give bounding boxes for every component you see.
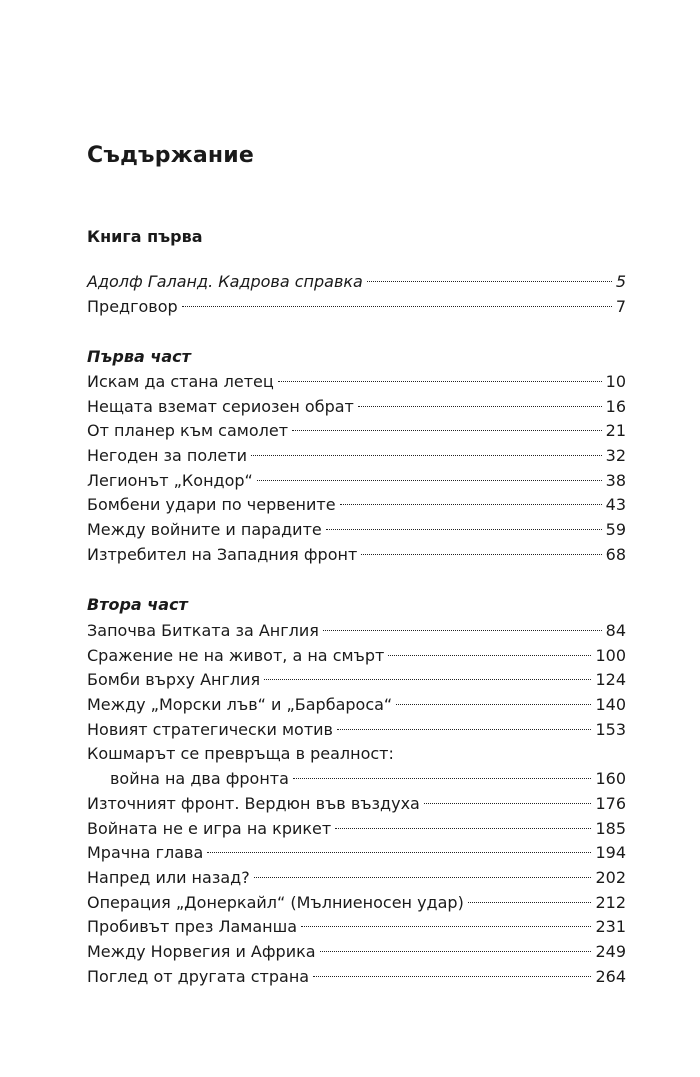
toc-part-one-list: [87, 370, 626, 568]
toc-entry-title: Кошмарът се превръща в реалност:: [87, 744, 394, 764]
toc-entry: [87, 668, 626, 693]
toc-entry-page: 176: [595, 793, 626, 813]
toc-entry: [87, 518, 626, 543]
toc-entry-page: 84: [605, 621, 626, 640]
toc-entry-page: 16: [605, 396, 626, 416]
toc-intro-list: [87, 270, 626, 319]
dot-leader: [367, 281, 612, 282]
dot-leader: [301, 926, 591, 927]
toc-entry-page: 68: [605, 544, 626, 564]
toc-entry: [87, 644, 626, 669]
toc-entry-title: Операция „Донеркайл“ (Мълниеносен удар): [87, 892, 464, 912]
dot-leader: [323, 630, 602, 631]
toc-entry: [87, 693, 626, 718]
toc-entry-page: 212: [595, 892, 626, 912]
dot-leader: [337, 729, 591, 730]
toc-entry: [87, 419, 626, 444]
toc-entry-continued: [87, 742, 626, 767]
toc-entry-title: Адолф Галанд. Кадрова справка: [87, 272, 363, 291]
toc-entry-title: Мрачна глава: [87, 843, 204, 863]
toc-entry: [87, 965, 626, 990]
toc-entry-title: Сражение не на живот, а на смърт: [87, 645, 385, 665]
page-title: Съдържание: [87, 143, 254, 168]
toc-entry-page: 194: [595, 843, 626, 863]
toc-entry-title: Бомбени удари по червените: [87, 495, 336, 515]
toc-entry: [87, 444, 626, 469]
toc-entry: [87, 792, 626, 817]
toc-entry: [87, 370, 626, 395]
book-heading: Книга първа: [87, 227, 203, 246]
dot-leader: [278, 381, 602, 382]
dot-leader: [335, 828, 591, 829]
part-two-heading: Втора част: [87, 595, 188, 614]
toc-entry-title: Новият стратегически мотив: [87, 719, 333, 739]
toc-entry-title: Изтребител на Западния фронт: [87, 544, 358, 564]
dot-leader: [251, 455, 602, 456]
toc-entry-page: 5: [615, 272, 626, 291]
dot-leader: [313, 976, 591, 977]
toc-entry-page: 202: [595, 867, 626, 887]
toc-entry: [87, 469, 626, 494]
toc-entry-page: 32: [605, 446, 626, 466]
toc-entry-title: Напред или назад?: [87, 867, 250, 887]
toc-entry-page: 231: [595, 917, 626, 937]
toc-entry: [87, 817, 626, 842]
toc-entry-page: 124: [595, 670, 626, 690]
dot-leader: [257, 480, 602, 481]
toc-entry-page: 249: [595, 941, 626, 961]
toc-entry-page: 264: [595, 966, 626, 986]
toc-entry-page: 153: [595, 719, 626, 739]
toc-entry-page: 10: [605, 372, 626, 391]
toc-entry-page: 140: [595, 695, 626, 715]
dot-leader: [292, 430, 602, 431]
toc-entry: [87, 493, 626, 518]
dot-leader: [264, 679, 591, 680]
toc-entry-page: 100: [595, 645, 626, 665]
toc-entry-title: Негоден за полети: [87, 446, 247, 466]
toc-entry: [87, 891, 626, 916]
dot-leader: [424, 803, 592, 804]
toc-entry-title: Пробивът през Ламанша: [87, 917, 298, 937]
toc-entry-title: Искам да стана летец: [87, 372, 274, 391]
toc-entry-title: Войната не е игра на крикет: [87, 818, 332, 838]
dot-leader: [182, 306, 612, 307]
dot-leader: [207, 852, 591, 853]
toc-entry: [87, 295, 626, 320]
toc-entry: [87, 767, 626, 792]
dot-leader: [388, 655, 591, 656]
toc-entry-title: Нещата вземат сериозен обрат: [87, 396, 354, 416]
toc-entry-title: Легионът „Кондор“: [87, 470, 253, 490]
dot-leader: [468, 902, 592, 903]
toc-entry-title: Източният фронт. Вердюн във въздуха: [87, 793, 420, 813]
toc-entry: [87, 395, 626, 420]
toc-entry-page: 185: [595, 818, 626, 838]
toc-entry: [87, 543, 626, 568]
toc-entry: [87, 915, 626, 940]
toc-entry: [87, 270, 626, 295]
toc-entry: [87, 940, 626, 965]
dot-leader: [326, 529, 602, 530]
toc-entry-title: война на два фронта: [110, 769, 289, 789]
toc-entry: [87, 841, 626, 866]
toc-entry-title: Започва Битката за Англия: [87, 621, 319, 640]
toc-part-two-list: [87, 619, 626, 989]
part-one-heading: Първа част: [87, 347, 191, 366]
toc-entry-title: Между Норвегия и Африка: [87, 941, 316, 961]
toc-entry: [87, 619, 626, 644]
toc-entry-page: 43: [605, 495, 626, 515]
toc-entry: [87, 718, 626, 743]
dot-leader: [320, 951, 592, 952]
toc-entry-page: 7: [615, 296, 626, 316]
dot-leader: [361, 554, 601, 555]
toc-entry-title: Между войните и парадите: [87, 520, 322, 540]
toc-entry-title: Бомби върху Англия: [87, 670, 261, 690]
toc-entry-page: 59: [605, 520, 626, 540]
toc-entry-title: От планер към самолет: [87, 421, 289, 441]
dot-leader: [340, 504, 602, 505]
dot-leader: [396, 704, 591, 705]
toc-entry-page: 160: [595, 769, 626, 789]
toc-entry-title: Предговор: [87, 296, 178, 316]
dot-leader: [254, 877, 592, 878]
toc-entry-page: 38: [605, 470, 626, 490]
dot-leader: [358, 406, 602, 407]
toc-entry-title: Поглед от другата страна: [87, 966, 310, 986]
toc-entry: [87, 866, 626, 891]
dot-leader: [293, 778, 592, 779]
toc-entry-title: Между „Морски лъв“ и „Барбароса“: [87, 695, 393, 715]
toc-entry-page: 21: [605, 421, 626, 441]
